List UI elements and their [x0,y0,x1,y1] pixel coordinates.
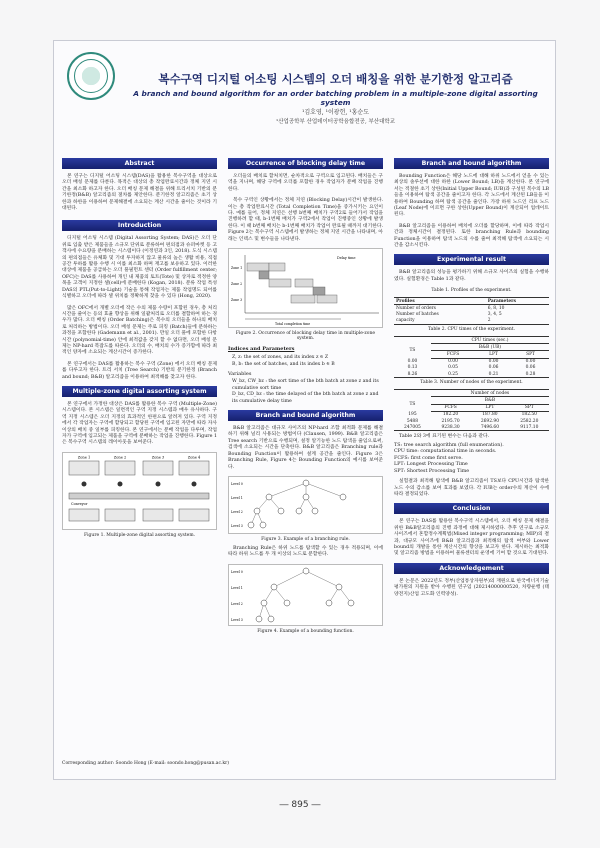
bb-right-text: Bounding Function은 해당 노드에 대해 하위 노드에서 얻을 수 있는 최상의 솔루션에 대한 하한 (Lower Bound; LB)을 계산한다. 본 연구에서는 적절한 초기 상한(Initial Upper Bound; IUB)과 구성된 복수의 LB들을 이용하여 탐색 공간을 줄이고자 한다. 각 노드에서 계산된 LB들을 이용하여 Bounding 하며 탐색 공간을 줄인다. 가장 하위 노드인 리프 노드(Leaf Node)에 이르면 구한 상한(Upper Bound)이 계산되어 업데이트 된다. [394,174,549,218]
total-completion-label: Total completion time [275,322,311,327]
table-2-top-header [394,337,549,344]
conclusion-text: 본 연구는 DAS를 활용한 복수구역 시스템에서, 오더 배칭 문제 해결을 위한 B&B알고리즘의 진행 과정에 대해 제시하였다. 추후 연구로 소규모 사이즈에서 혼합정수계획법(Mixed integer programming; MIP)의 결과, 대규모 사이즈에 B&B 알고리즘과 최적해의 탐색 여부와 Lower bound의 개발을 통한 계산시간의 향상을 보고자 한다. 제시하는 최적화 및 알고리즘 방법을 이용하여 물류센터의 운영에 기여 할 것으로 기대된다. [394,519,549,557]
table-1-caption: Table 1. Profiles of the experiment. [431,288,512,294]
figure-4 [228,564,383,626]
table-3-top-header [394,390,549,397]
table-1-header [394,298,549,305]
title-english: A branch and bound algorithm for an order batching problem in a multiple-zone digital assorting system [133,89,538,107]
table-2-cell: 8.26 [394,371,431,378]
abstract-heading: Abstract [62,158,217,169]
bb-right-heading: Branch and bound algorithm [394,158,549,169]
intro-paragraph-3: 본 연구에서는 DAS를 활용하는 복수 구역 (Zone) 에서 오더 배칭 문제를 다루고자 한다. 트리 서치 (Tree Search) 기반의 분기한정 (Branch and bound; B&B) 알고리즘을 이용하여 최적해를 찾고자 한다. [62,361,217,380]
fig4-level-2: Level 2 [231,601,243,606]
table-1-cell: 2 [486,318,549,325]
fig3-level-2: Level 2 [231,509,243,514]
table-2-blank [394,337,431,344]
index-batches: B, b: the set of batches, and its index b ∈ B [232,361,335,367]
bb-right-text-2: B&B 알고리즘을 이용하여 배치에 오더를 할당하며, 이에 따라 작업시간과 정체시간이 결정된다. 또한 branching Rule과 bounding Function을 이용하여 탐색 노드의 수를 줄여 최적해 탐색에 소요되는 시간을 감소시킨다. [394,223,549,249]
index-zones: Z, z: the set of zones, and its index z ∈ Z [232,355,329,361]
figure-2 [228,248,383,328]
table-3-caption: Table 3. Number of nodes of the experiment. [420,380,523,386]
bb-left-text-2: Branching Rule은 하위 노드를 탐색할 수 있는 경우 적용되며, 이에 따라 하위 노드를 두 개 이상의 노드로 분할한다. [228,545,383,558]
variable-sort-desc: the sort time of the bth batch at zone z and its cumulative sort time [232,379,379,391]
bb-left-text: B&B 알고리즘은 대규모 사이즈의 NP-hard 조합 최적화 문제를 해결하기 위해 널리 사용되는 방법이다 (Clausen, 1999). B&B 알고리즘은 Tree search 기반으로 수행되며, 설정 알기능한 노드 탐색을 줄임으로써, 검색에 소요되는 시간을 단축한다. B&B 알고리즘은 Branching rule과 Bounding Function이 활용하여 설계 공간을 줄인다. Figure 3은 Branching Rule, Figure 4는 Bounding Function의 예시를 보여준다. [228,426,383,470]
table-1 [394,297,549,325]
table-3 [394,389,549,431]
conclusion-heading: Conclusion [394,503,549,514]
occurrence-heading: Occurrence of blocking delay time [228,158,383,169]
table-2-group-header [394,344,549,351]
variable-sort-time [232,379,383,392]
multiple-zone-heading: Multiple-zone digital assorting system [62,386,217,397]
definition-fcfs: FCFS: first come first serve. [394,455,463,461]
variable-delay-symbol: D_bz, CD_bz : [232,392,265,398]
title-korean: 복수구역 디지털 어소팅 시스템의 오더 배칭을 위한 분기한정 알고리즘 [158,72,513,86]
fig4-level-1: Level 1 [231,585,243,590]
table-row [394,371,549,378]
table-3-bb-header: B&B [431,397,549,404]
occurrence-paragraph-1: 오더들의 배치로 할처치면, 순차적으로 구역으로 입고된다. 배치들은 구역을 지나며, 해당 구역에 오더를 포함한 경우 작업자가 분배 작업을 진행한다. [228,174,383,192]
table-2-cell: 0.06 [488,365,499,371]
definition-ts: TS: tree search algorithm (full enumeration). [394,442,504,448]
delay-time-label: Delay time [337,256,356,261]
table-2-cell: 0.05 [448,365,458,371]
fig3-level-3: Level 3 [231,523,243,528]
column-2 [228,158,383,638]
table-3-cell: 195 [408,412,417,418]
figure-2-caption: Figure 2. Occurrence of blocking delay time in multiple-zone system. [235,331,376,342]
column-1 [62,158,217,542]
conveyor-label: Conveyor [71,501,88,506]
table-1-cell: 6, 8, 10 [487,306,505,312]
table-3-cell: 2582.20 [520,418,539,424]
table-1-header-parameters: Parameters [486,298,549,305]
table-3-spt-header: SPT [510,404,549,411]
table-3-nodes-header: Number of nodes [431,390,549,397]
table-2-cell: 0.21 [475,371,512,378]
table-3-blank [394,390,431,397]
table-row [394,318,549,325]
table-3-lpt-header: LPT [470,404,509,411]
experimental-text-2: Table 2와 3에 표기된 변수는 다음과 같다. [399,434,490,440]
intro-paragraph-2: 많은 OFC에서 개별 오더에 작은 수의 제품 수량이 포함된 경우, 총 처리 시간을 줄이는 등의 효율 향상을 위해 일괄처리로 오더를 결합하여 하는 경우가 많다. 오더 배칭 (Order Batching)은 복수의 오더들을 하나의 배치로 처리하는 방법이다. 오더 배칭 문제는 주로 피킹 (Batch)들에 분하하는 과정을 포함한다 (Gademann et al., 2001). 만일 오더 풀에 포함한 다항시간 (polynomial-time) 안에 최적값을 갖지 할 수 없다면, 오더 배칭 문제는 NP-hard 복잡도를 따른다. 오더의 수, 배치의 수가 증가함에 따라 최적인 양자에 소요되는 계산시간이 증가한다. [62,305,217,356]
table-3-ts-header: TS [409,401,416,407]
zone-3-label: Zone 3 [151,455,165,460]
fig3-level-0: Level 0 [231,481,243,486]
variable-delay-time [232,392,383,405]
fig2-zone-3-label: Zone 3 [231,298,243,303]
fig2-zone-2-label: Zone 2 [231,282,243,287]
figure-4-caption: Figure 4. Example of a bounding function. [257,628,354,634]
table-3-cell: 182.50 [521,412,537,418]
table-3-group-header [394,397,549,404]
fig4-level-0: Level 0 [231,569,243,574]
column-3 [394,158,549,603]
table-2-cell: 0.00 [488,359,499,365]
figure-2-diagram [229,249,384,329]
figure-3 [228,476,383,534]
figure-3-caption: Figure 3. Example of a branching rule. [261,536,350,542]
table-3-cell: 247005 [394,424,431,431]
table-2-cell: 0.00 [525,359,536,365]
experimental-text-3: 실험결과 최적해 탐색에 B&B 알고리즘이 TS보다 CPU시간과 탐색한 노드 수의 감소를 보여 효과를 보였다. 각 IUB는 order수의 계산이 수에 따라 결정되었다. [394,479,549,497]
poster [53,40,556,780]
table-2 [394,336,549,378]
table-1-header-profiles: Profiles [394,298,486,305]
fig4-level-3: Level 3 [231,617,243,622]
acknowledgement-text: 본 논문은 2022년도 정부(산업통상자원부)의 재원으로 한국에너지기술평가원의 지원을 받아 수행된 연구임 (20214000000520, 차량운행 (태양전지)산업 고도화 인력양성). [394,578,549,597]
table-3-cell: 2195.70 [441,418,460,424]
experimental-heading: Experimental result [394,254,549,265]
fig3-level-1: Level 1 [231,495,243,500]
table-1-cell: Number of orders [396,306,436,312]
table-1-cell: 3, 4, 5 [487,312,502,318]
table-2-bb-header: B&B (UB) [431,344,549,351]
table-2-ts-header: TS [409,348,416,354]
variable-delay-desc: the time delayed of the bth batch at zone z and its cumulative delay time [232,392,379,404]
introduction-heading: Introduction [62,220,217,231]
definition-spt: SPT: Shortest Processing Time [394,468,470,474]
table-row [394,305,549,312]
table-row [394,358,549,365]
fig2-zone-1-label: Zone 1 [231,266,243,271]
table-2-lpt-header: LPT [475,351,512,358]
zone-4-label: Zone 4 [187,455,201,460]
table-2-caption: Table 2. CPU times of the experiment. [427,327,515,333]
definition-cpu: CPU time: computational time in seconds. [394,449,497,455]
bb-left-heading: Branch and bound algorithm [228,410,383,421]
table-3-cell: 182.20 [442,412,459,418]
table-2-cell: 0.13 [407,365,418,371]
affiliation: ¹산업공학부 산업데이터공학융합전공, 부산대학교 [275,119,396,125]
corresponding-author: Corresponding author: Soondo Hong (E-mail: soondo.hong@pusan.ac.kr) [62,761,230,766]
table-1-cell: capacity [394,318,486,325]
experimental-text: B&B 알고리즘의 성능을 평가하기 위해 소규모 사이즈의 실험을 수행하였다. 실험환경은 Table 1과 같다. [394,270,549,282]
figure-1-diagram [63,453,218,531]
figure-3-tree [229,477,384,535]
table-3-cell: 9117.10 [510,424,549,431]
table-2-cell: 0.00 [448,359,458,365]
page-number: ― 895 ― [279,800,321,810]
figure-1-caption: Figure 1. Multiple-zone digital assorting system. [83,532,196,538]
abstract-text: 본 연구는 디지털 어소팅 시스템(DAS)을 활용한 복수구역을 대상으로 오더 배칭 문제를 다룬다. 목적은 대상의 총 작업완료시간과 정체 지연 시간을 최소화 하고자 한다. 오더 배칭 문제 해결을 위해 트리서치 기반의 분기한정(B&B) 알고리즘의 절차를 제안한다. 분기한정 알고리즘은 초기 상한과 하한을 이용하여 문제해결에 소요되는 계산 시간을 줄이는 것이라 기대된다. [62,174,217,212]
table-3-fcfs-header: FCFS [431,404,470,411]
indices-heading: Indices and Parameters [228,346,295,353]
zone-1-label: Zone 1 [77,455,91,460]
table-3-cell: 9238.30 [431,424,470,431]
poster-header [54,41,557,139]
table-row [394,411,549,418]
table-3-cell: 2692.90 [480,418,499,424]
table-3-cell: 7496.60 [470,424,509,431]
table-2-cell: 0.25 [431,371,475,378]
table-1-cell: Number of batches [396,312,439,318]
figure-1 [62,452,217,530]
table-2-cell: 0.06 [525,365,536,371]
variables-heading: Variables [228,371,252,378]
acknowledgement-heading: Acknowledgement [394,563,549,574]
multiple-zone-text: 본 연구에서 가정한 대상은 DAS를 활용한 복수 구역 (Multiple-Zone) 시스템이다. 본 시스템은 일련적인 구역 지정 시스템과 매우 유사하다. 구역 지정 시스템은 오더 지정의 효과적인 한편으로 알려져 있다. 구역 지정에서 각 작업자는 구역에 할당되고 할당된 구역에 입고된 자만에 따라 자사 이상의 배치 중 일부를 피킹한다. 본 연구에서는 분배 작업을 다루며, 작업자가 구역에 입고되는 제품을 구역에 분배하는 작업을 진행한다. Figure 1은 복수구역 시스템의 레이아웃을 보여준다. [62,401,217,446]
university-logo [67,52,115,100]
table-row [394,424,549,431]
variable-sort-symbol: W_bz, CW_bz : [232,379,267,385]
authors: ¹김호영, ¹이광헌, ¹홍순도 [301,109,369,116]
table-2-cell: 0.00 [407,358,418,364]
table-3-cell: 5488 [406,418,419,424]
table-2-cell: 0.28 [512,371,549,378]
definition-lpt: LPT: Longest Processing Time [394,462,468,468]
table-2-cpu-header: CPU times (sec.) [431,337,549,344]
occurrence-paragraph-2: 복수 구역인 상황에서는 정체 지연 (Blocking Delay)시간이 발생한다. 이는 총 작업완료시간 (Total Completion Time)을 증가시키는 요인이다. 예를 들어, 정체 지연은 선행 b번째 배치가 구역2로 들어가서 작업을 진행하려 할 때, b-1번째 배치가 구역2에서 작업이 진행중인 상황에 발생한다. 이 때 b번째 배치는 b-1번째 배치가 작업이 완료될 때까지 대기한다. Figure 2는 복수구역 시스템에서 발생하는 정체 지연 시간을 나타내며, 아래는 인덱스 및 변수들을 나타낸다. [228,198,383,242]
table-2-fcfs-header: FCFS [431,351,475,358]
figure-4-tree [229,565,384,627]
table-2-spt-header: SPT [512,351,549,358]
zone-2-label: Zone 2 [113,455,127,460]
table-3-cell: 187.80 [482,412,498,418]
intro-paragraph-1: 디지털 어소팅 시스템 (Digital Assorting System; DAS)은 오더 단위로 입출 받은 제품들을 소규모 단위로 분류하여 편의점과 슈퍼마켓 등 고객사에 수요량을 분배하는 시스템이다 (이정연과 3인, 2018). 도식 시스템의 편의점들은 유체화 및 기대 투자하지 않고 물류의 높은 생활 비용, 직접 공간 투하를 활용 수행 시 이를 최소화 하며 재고를 보유하고 있다. 이러한 대상에 제품을 공급하는 오더 풀필먼트 센터 (Order fulfillment center; OFC)는 DAS를 사용하여 개인 내 제품의 토트(Tote) 및 상자로 적정한 양목을 고객이 지정한 셀(cell)에 분배한다 (Kogan, 2018). 분류 작업 특성 DAS의 PTL(Put-to-Light) 기술을 통해 작업자는 제품 작업명도 되어를 식별하고 오더에 따라 셀 위치를 정확하게 찾을 수 있다 (Hong, 2020). [62,236,217,300]
